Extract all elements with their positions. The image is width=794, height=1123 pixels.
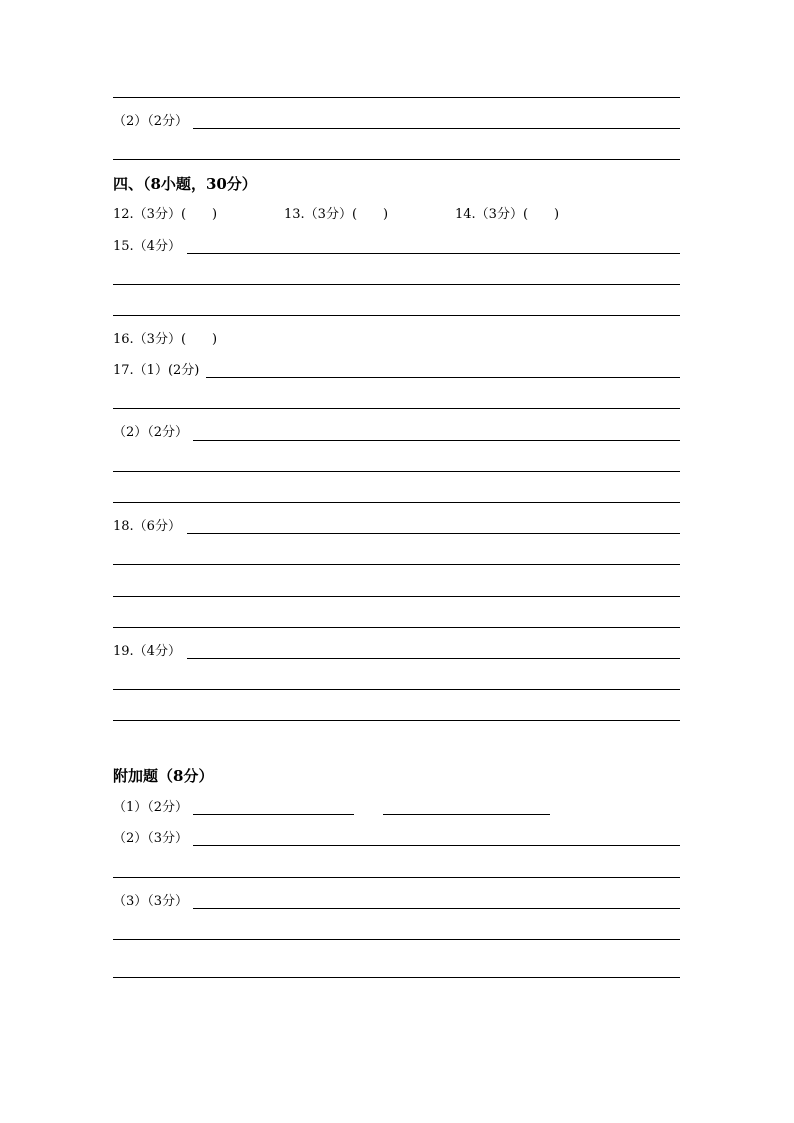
answer-line[interactable] <box>187 253 680 254</box>
answer-line[interactable] <box>206 377 680 378</box>
answer-line[interactable] <box>113 315 680 316</box>
answer-line[interactable] <box>113 877 680 878</box>
bonus-item-1-label: （1）（2分） <box>113 800 189 815</box>
answer-line[interactable] <box>187 658 680 659</box>
bonus-heading: 附加题（8分） <box>113 767 214 785</box>
answer-line[interactable] <box>113 720 680 721</box>
item-label: （2）（2分） <box>113 114 189 129</box>
question-16-label: 16.（3分）( ) <box>113 332 218 347</box>
question-12-label: 12.（3分）( ) <box>113 207 218 222</box>
answer-line[interactable] <box>113 689 680 690</box>
answer-line[interactable] <box>113 408 680 409</box>
answer-line[interactable] <box>113 596 680 597</box>
answer-line[interactable] <box>113 564 680 565</box>
question-18-label: 18.（6分） <box>113 519 181 534</box>
answer-line[interactable] <box>113 284 680 285</box>
answer-line[interactable] <box>113 502 680 503</box>
answer-line[interactable] <box>383 814 550 815</box>
question-13-label: 13.（3分）( ) <box>284 207 389 222</box>
answer-line[interactable] <box>113 97 680 98</box>
answer-line[interactable] <box>193 814 354 815</box>
question-14-label: 14.（3分）( ) <box>455 207 560 222</box>
answer-line[interactable] <box>193 845 680 846</box>
answer-line[interactable] <box>113 939 680 940</box>
question-17-part2-label: （2）（2分） <box>113 425 189 440</box>
bonus-item-3-label: （3）（3分） <box>113 894 189 909</box>
answer-line[interactable] <box>193 440 680 441</box>
answer-line[interactable] <box>113 627 680 628</box>
answer-line[interactable] <box>193 128 680 129</box>
answer-line[interactable] <box>187 533 680 534</box>
question-15-label: 15.（4分） <box>113 239 181 254</box>
section-heading: 四、（8小题，30分） <box>113 175 257 193</box>
answer-line[interactable] <box>113 977 680 978</box>
answer-line[interactable] <box>193 908 680 909</box>
bonus-item-2-label: （2）（3分） <box>113 831 189 846</box>
question-17-part1-label: 17.（1）(2分) <box>113 363 200 378</box>
answer-line[interactable] <box>113 159 680 160</box>
answer-line[interactable] <box>113 471 680 472</box>
question-19-label: 19.（4分） <box>113 644 181 659</box>
